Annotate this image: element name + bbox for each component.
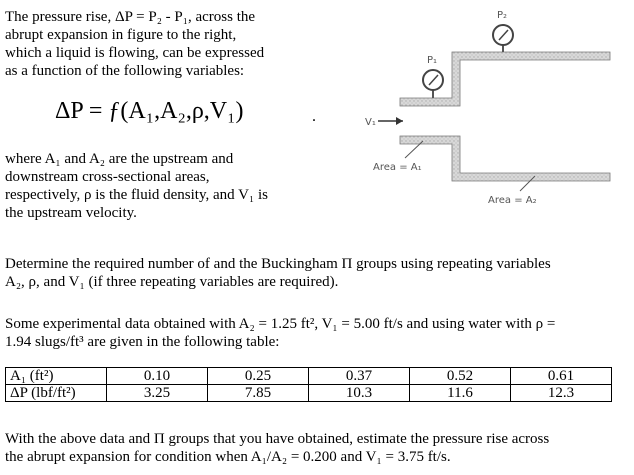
definition-line: respectively, ρ is the fluid density, and V₁ is xyxy=(5,187,268,203)
gauge-p2-label: P₂ xyxy=(497,10,508,21)
experiment-paragraph xyxy=(5,315,555,351)
intro-line: The pressure rise, ΔP = P₂ - P₁, across the xyxy=(5,9,256,25)
abrupt-expansion-figure xyxy=(345,8,625,223)
question-paragraph xyxy=(5,430,549,466)
table-cell: 11.6 xyxy=(410,385,511,402)
area1-label: Area = A₁ xyxy=(373,162,422,173)
task-paragraph xyxy=(5,255,551,291)
definition-line: where A₁ and A₂ are the upstream and xyxy=(5,151,234,167)
gauge-p1-label: P₁ xyxy=(427,55,438,66)
table-cell: 0.37 xyxy=(309,368,410,385)
experimental-data-table xyxy=(5,367,612,402)
table-cell: 10.3 xyxy=(309,385,410,402)
experiment-line: Some experimental data obtained with A₂ = 1.25 ft², V₁ = 5.00 ft/s and using water with ρ = xyxy=(5,316,556,332)
definition-line: downstream cross-sectional areas, xyxy=(5,169,210,185)
table-cell: 3.25 xyxy=(107,385,208,402)
question-line: With the above data and Π groups that you have obtained, estimate the pressure rise across xyxy=(5,431,550,447)
lower-pipe-wall xyxy=(400,136,610,181)
table-cell: 12.3 xyxy=(511,385,612,402)
definitions-paragraph xyxy=(5,150,268,222)
velocity-arrow-head xyxy=(396,117,403,125)
velocity-label: V₁ xyxy=(365,117,376,128)
task-line: Determine the required number of and the Buckingham Π groups using repeating variables xyxy=(5,256,551,272)
row-header: ΔP (lbf/ft²) xyxy=(6,385,107,402)
table-cell: 7.85 xyxy=(208,385,309,402)
table-row xyxy=(6,368,612,385)
experiment-line: 1.94 slugs/ft³ are given in the following table: xyxy=(5,334,280,350)
equation-dot: . xyxy=(312,108,316,125)
intro-line: as a function of the following variables: xyxy=(5,63,245,79)
table-cell: 0.52 xyxy=(410,368,511,385)
table-cell: 0.25 xyxy=(208,368,309,385)
question-line: the abrupt expansion for condition when A₁/A₂ = 0.200 and V₁ = 3.75 ft/s. xyxy=(5,449,451,465)
intro-line: abrupt expansion in figure to the right, xyxy=(5,27,237,43)
pressure-function-equation: ΔP = ƒ(A₁,A₂,ρ,V₁) xyxy=(55,98,244,124)
task-line: A₂, ρ, and V₁ (if three repeating variables are required). xyxy=(5,274,339,290)
intro-line: which a liquid is flowing, can be expressed xyxy=(5,45,265,61)
table-cell: 0.61 xyxy=(511,368,612,385)
table-row xyxy=(6,385,612,402)
definition-line: the upstream velocity. xyxy=(5,205,137,221)
table-cell: 0.10 xyxy=(107,368,208,385)
area2-label: Area = A₂ xyxy=(488,195,537,206)
row-header: A₁ (ft²) xyxy=(6,368,107,385)
intro-paragraph xyxy=(5,8,264,80)
